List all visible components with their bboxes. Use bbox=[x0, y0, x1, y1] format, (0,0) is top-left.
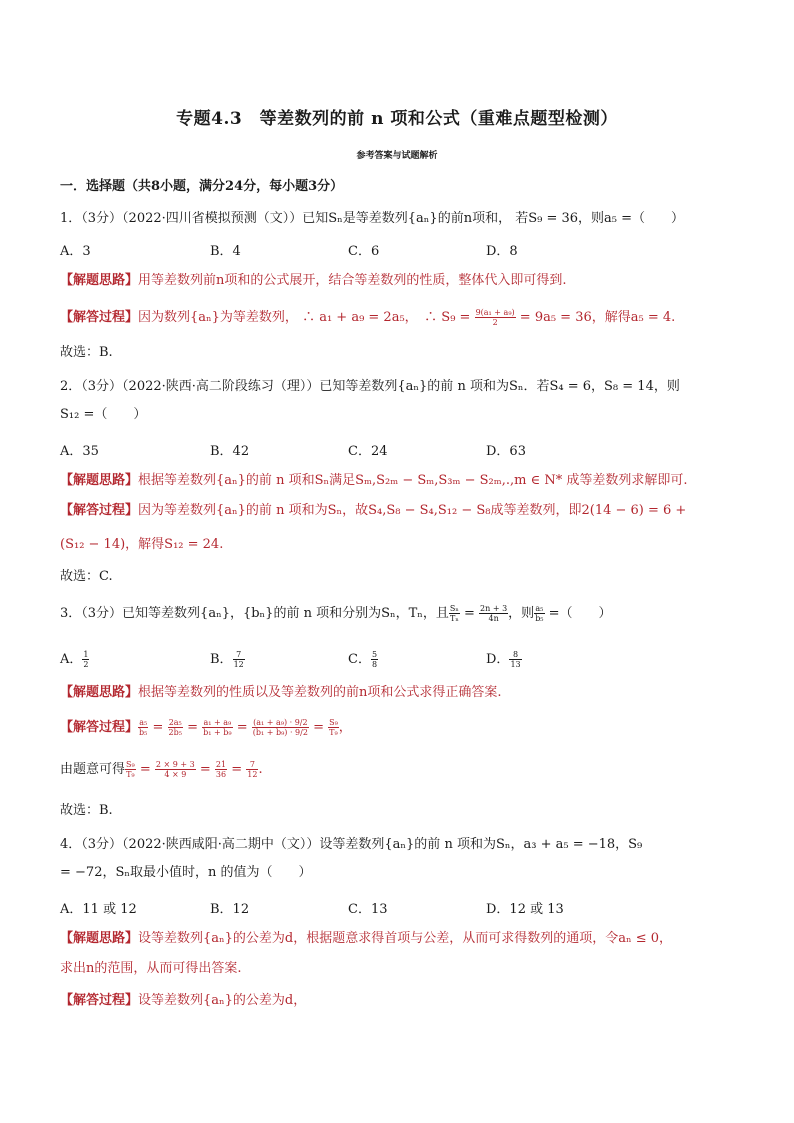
process-label: 【解答过程】 bbox=[60, 310, 139, 325]
q2-idea-text: 根据等差数列{aₙ}的前 n 项和Sₙ满足Sₘ,S₂ₘ − Sₘ,S₃ₘ − S₂ₘ,.,m ∈ N* 成等差数列求解即可. bbox=[138, 473, 688, 488]
q1-idea-text: 用等差数列前n项和的公式展开，结合等差数列的性质，整体代入即可得到. bbox=[138, 273, 567, 288]
q1-process bbox=[60, 308, 740, 327]
q4-option-b: B．12 bbox=[210, 902, 250, 917]
q4-stem-line1: 4．（3分）（2022·陕西咸阳·高二期中（文））设等差数列{aₙ}的前 n 项和为Sₙ，a₃ + a₅ = −18，S₉ bbox=[60, 837, 643, 852]
q1-idea bbox=[60, 272, 740, 290]
q1-process-b: = 9a₅ = 36，解得a₅ = 4. bbox=[515, 310, 676, 325]
q2-stem-line1: 2．（3分）（2022·陕西·高二阶段练习（理））已知等差数列{aₙ}的前 n 项和为Sₙ．若S₄ = 6，S₈ = 14，则 bbox=[60, 379, 680, 394]
q2-process-line2: (S₁₂ − 14)，解得S₁₂ = 24. bbox=[60, 537, 224, 552]
q2-option-d: D．63 bbox=[486, 444, 526, 459]
q1-option-d: D．8 bbox=[486, 244, 518, 259]
q1-option-c: C．6 bbox=[348, 244, 380, 259]
q2-answer: 故选：C. bbox=[60, 569, 113, 584]
q3-stem-frac1: $\frac{\text{Sₙ}}{\text{Tₙ}}$ bbox=[449, 604, 459, 623]
q2-idea: 【解题思路】根据等差数列{aₙ}的前 n 项和Sₙ满足Sₘ,S₂ₘ − Sₘ,S₃ₘ − S₂ₘ,.,m ∈ N* 成等差数列求解即可. bbox=[60, 473, 688, 488]
page-subtitle: 参考答案与试题解析 bbox=[356, 151, 438, 161]
q2-stem-line2: S₁₂ =（ ） bbox=[60, 407, 147, 422]
q1-fraction: $\frac{\text{9(a₁ + a₉)}}{2}$ bbox=[475, 308, 515, 327]
q3-stem-frac3: $\frac{\text{a₅}}{\text{b₅}}$ bbox=[535, 604, 544, 623]
q3-idea-text: 根据等差数列的性质以及等差数列的前n项和公式求得正确答案. bbox=[138, 685, 502, 700]
q4-option-d: D．12 或 13 bbox=[486, 902, 564, 917]
q2-process-line1: 【解答过程】因为等差数列{aₙ}的前 n 项和为Sₙ，故S₄,S₈ − S₄,S₁₂ − S₈成等差数列，即2(14 − 6) = 6 + bbox=[60, 503, 687, 518]
q4-idea-text1: 设等差数列{aₙ}的公差为d，根据题意求得首项与公差，从而可求得数列的通项，令aₙ ≤ 0， bbox=[138, 931, 673, 946]
section-heading: 一．选择题（共8小题，满分24分，每小题3分） bbox=[60, 179, 344, 194]
q3-answer: 故选：B. bbox=[60, 803, 113, 818]
q4-stem-line2: = −72，Sₙ取最小值时，n 的值为（ ） bbox=[60, 865, 312, 880]
idea-label: 【解题思路】 bbox=[60, 273, 139, 288]
q3-stem-frac2: $\frac{2n + 3}{4n}$ bbox=[480, 604, 508, 623]
q3-option-d: D． $\frac{8}{13}$ bbox=[486, 650, 521, 669]
q4-option-c: C．13 bbox=[348, 902, 388, 917]
q1-process-a: 因为数列{aₙ}为等差数列， ∴ a₁ + a₉ = 2a₅， ∴ S₉ = bbox=[138, 310, 475, 325]
q3-deduction: 由题意可得 $\frac{\text{S₉}}{\text{T₉}}$ = $\frac{2 \times 9 + 3}{4 \times 9}$ = $\frac{21}{36}$ = $\frac{7}{12}$ . bbox=[60, 760, 263, 779]
q4-process-text: 设等差数列{aₙ}的公差为d， bbox=[138, 993, 307, 1008]
q3-option-c: C． $\frac{5}{8}$ bbox=[348, 650, 378, 669]
q4-process: 【解答过程】设等差数列{aₙ}的公差为d， bbox=[60, 993, 307, 1008]
q1-answer: 故选：B. bbox=[60, 345, 113, 360]
q4-option-a: A．11 或 12 bbox=[60, 902, 137, 917]
q2-option-c: C．24 bbox=[348, 444, 388, 459]
q4-idea-line2: 求出n的范围，从而可得出答案. bbox=[60, 961, 242, 976]
q3-process: 【解答过程】 $\frac{\text{a₅}}{\text{b₅}}$ = $\frac{\text{2a₅}}{\text{2b₅}}$ = $\frac{\text{a₁ + a₉}}{\text{b₁ + b₉}}$ = $\frac{\text{(a₁ + a₉) · 9/2}}{\text{(b₁ + b₉) · 9/2}}$ = $\frac{\text{S₉}}{\text{T₉}}$ ， bbox=[60, 718, 352, 737]
q1-stem: 1．（3分）（2022·四川省模拟预测（文））已知Sₙ是等差数列{aₙ}的前n项和， 若S₉ = 36，则a₅ =（ ） bbox=[60, 211, 685, 226]
q3-idea: 【解题思路】根据等差数列的性质以及等差数列的前n项和公式求得正确答案. bbox=[60, 685, 502, 700]
q3-option-b: B． $\frac{7}{12}$ bbox=[210, 650, 244, 669]
q3-option-a: A． $\frac{1}{2}$ bbox=[60, 650, 89, 669]
q2-process-text1: 因为等差数列{aₙ}的前 n 项和为Sₙ，故S₄,S₈ − S₄,S₁₂ − S₈成等差数列，即2(14 − 6) = 6 + bbox=[138, 503, 687, 518]
q1-option-a: A．3 bbox=[60, 244, 91, 259]
q3-stem: 3．（3分）已知等差数列{aₙ}，{bₙ}的前 n 项和分别为Sₙ，Tₙ，且 $\frac{\text{Sₙ}}{\text{Tₙ}}$ = $\frac{2n + 3}{4n}$ ，则 $\frac{\text{a₅}}{\text{b₅}}$ =（ ） bbox=[60, 604, 612, 623]
q4-idea-line1: 【解题思路】设等差数列{aₙ}的公差为d，根据题意求得首项与公差，从而可求得数列的通项，令aₙ ≤ 0， bbox=[60, 931, 673, 946]
q2-option-a: A．35 bbox=[60, 444, 99, 459]
q2-option-b: B．42 bbox=[210, 444, 250, 459]
q1-option-b: B．4 bbox=[210, 244, 241, 259]
page-title: 专题4.3 等差数列的前 n 项和公式（重难点题型检测） bbox=[176, 109, 618, 129]
